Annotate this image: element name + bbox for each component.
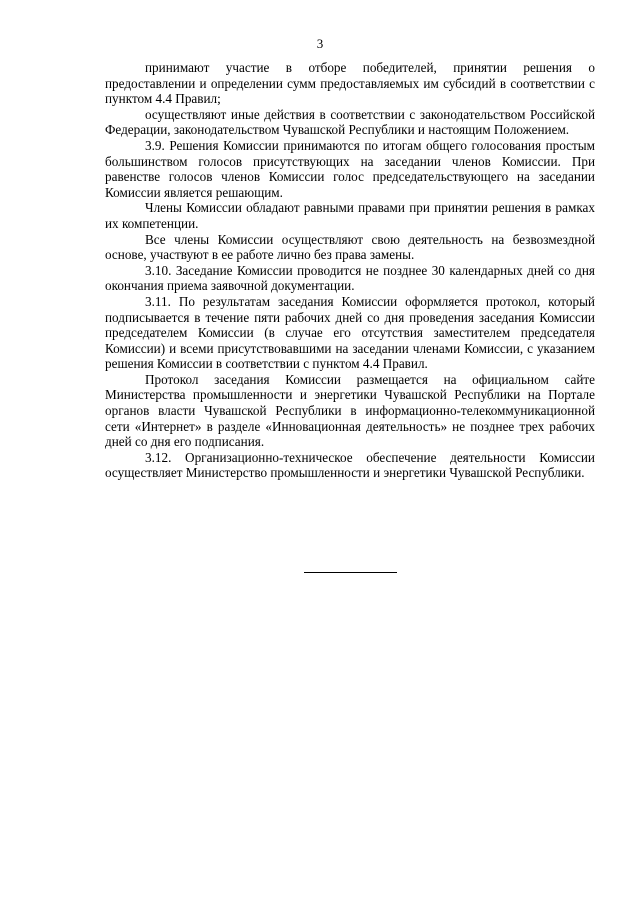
paragraph-3-12: 3.12. Организационно-техническое обеспечение деятельности Комиссии осуществляет Министерство промышленности и энергетики Чувашской Республики. — [105, 449, 595, 481]
page-number: 3 — [316, 36, 324, 51]
paragraph-other-actions: осуществляют иные действия в соответствии с законодательством Российской Федерации, законодательством Чувашской Республики и настоящим Положением. — [105, 106, 595, 138]
end-divider — [304, 572, 397, 573]
paragraph-protocol-publication: Протокол заседания Комиссии размещается на официальном сайте Министерства промышленности и энергетики Чувашской Республики на Портале органов власти Чувашской Республики в информационно-телекоммуникационной сети «Интернет» в разделе «Инновационная деятельность» не позднее трех рабочих дней со дня его подписания. — [105, 371, 595, 450]
paragraph-equal-rights: Члены Комиссии обладают равными правами при принятии решения в рамках их компетенции. — [105, 200, 595, 231]
paragraph-unpaid-basis: Все члены Комиссии осуществляют свою деятельность на безвозмездной основе, участвуют в ее работе лично без права замены. — [105, 231, 595, 263]
paragraph-participation: принимают участие в отборе победителей, принятии решения о предоставлении и определении сумм предоставляемых им субсидий в соответствии с пунктом 4.4 Правил; — [105, 60, 595, 107]
paragraph-3-9: 3.9. Решения Комиссии принимаются по итогам общего голосования простым большинством голосов присутствующих на заседании членов Комиссии. При равенстве голосов членов Комиссии голос председательствующего на заседании Комиссии является решающим. — [105, 137, 595, 200]
paragraph-3-10: 3.10. Заседание Комиссии проводится не позднее 30 календарных дней со дня окончания приема заявочной документации. — [105, 262, 595, 294]
paragraph-3-11: 3.11. По результатам заседания Комиссии оформляется протокол, который подписывается в течение пяти рабочих дней со дня проведения заседания Комиссии председателем Комиссии (в случае его отсутствия заместителем председателя Комиссии) и всеми присутствовавшими на заседании членами Комиссии, с указанием решения Комиссии в соответствии с пунктом 4.4 Правил. — [105, 293, 595, 372]
document-body — [105, 60, 595, 481]
